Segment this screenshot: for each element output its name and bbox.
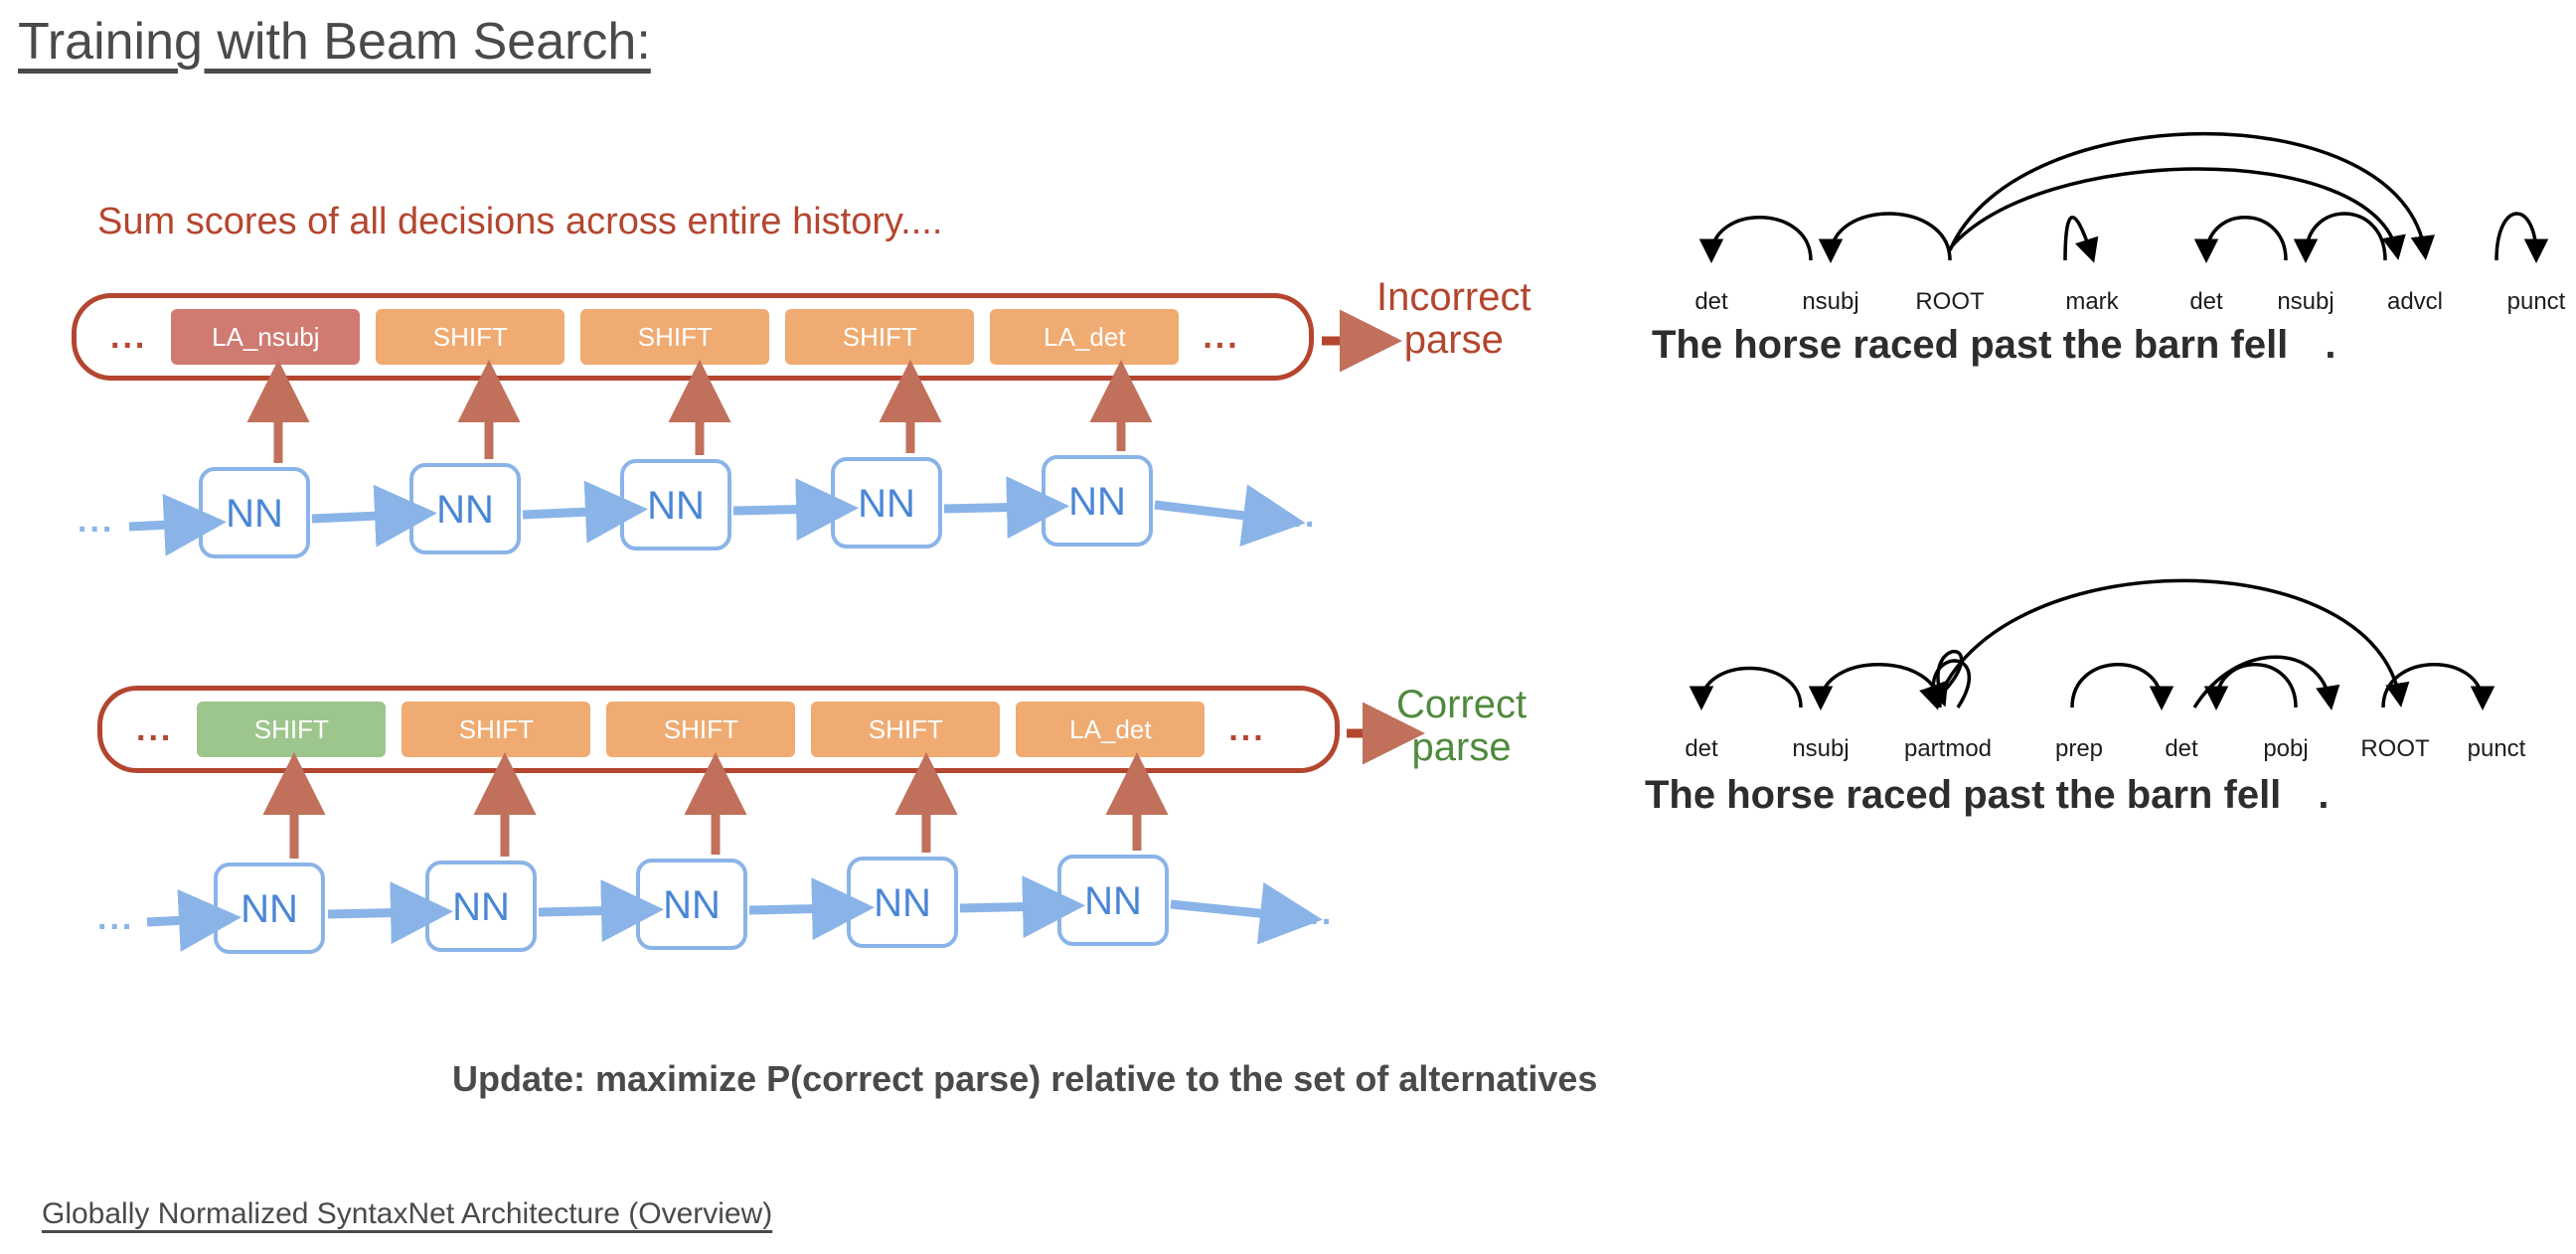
dep-label: nsubj xyxy=(2277,288,2334,315)
footer-title: Globally Normalized SyntaxNet Architecture (Overview) xyxy=(42,1197,773,1230)
dep-label: ROOT xyxy=(1915,288,1985,315)
sum-scores-caption: Sum scores of all decisions across entire history.... xyxy=(97,201,943,242)
nn-node[interactable]: NN xyxy=(409,463,521,554)
dep-sentence xyxy=(1652,323,2336,368)
beam-trailing-ellipsis: ... xyxy=(1228,709,1266,748)
nn-node[interactable]: NN xyxy=(1057,855,1169,946)
dep-label: det xyxy=(1694,288,1728,315)
dep-word: raced xyxy=(1846,773,1953,817)
dep-label: det xyxy=(1685,735,1718,762)
dep-label: nsubj xyxy=(1802,288,1859,315)
action-chip[interactable]: SHIFT xyxy=(580,309,769,365)
nn-node[interactable]: NN xyxy=(831,457,942,549)
dep-word: The xyxy=(1652,323,1723,367)
nn-node[interactable]: NN xyxy=(214,862,325,954)
page-title: Training with Beam Search: xyxy=(18,13,651,71)
action-chip[interactable]: LA_det xyxy=(990,309,1179,365)
correct-parse-label-line1: Correct xyxy=(1396,683,1528,726)
action-chip[interactable]: LA_det xyxy=(1016,702,1205,757)
correct-parse-label xyxy=(1396,684,1527,769)
nn-trailing-ellipsis: ... xyxy=(1280,497,1318,535)
dep-word: fell xyxy=(2223,773,2282,817)
action-chip[interactable]: LA_nsubj xyxy=(171,309,360,365)
action-chip[interactable]: SHIFT xyxy=(811,702,1000,757)
nn-node[interactable]: NN xyxy=(425,861,537,952)
dep-label: advcl xyxy=(2386,288,2444,315)
dep-label: mark xyxy=(2065,288,2119,315)
dep-word: . xyxy=(2318,773,2330,817)
nn-node[interactable]: NN xyxy=(199,467,310,558)
dep-sentence xyxy=(1645,773,2330,818)
dep-word: past xyxy=(1963,773,2045,817)
dep-word: the xyxy=(2055,773,2116,817)
action-chip[interactable]: SHIFT xyxy=(785,309,974,365)
dep-word: horse xyxy=(1726,773,1836,817)
beam-leading-ellipsis: ... xyxy=(110,317,148,356)
action-chip[interactable]: SHIFT xyxy=(376,309,564,365)
action-chip[interactable]: SHIFT xyxy=(402,702,590,757)
dep-label: prep xyxy=(2054,735,2104,762)
dep-label: nsubj xyxy=(1792,735,1850,762)
dep-word: the xyxy=(2062,323,2123,367)
incorrect-parse-label-line2: parse xyxy=(1403,318,1504,363)
nn-node[interactable]: NN xyxy=(847,857,958,948)
incorrect-parse-label xyxy=(1376,276,1531,362)
beam-leading-ellipsis: ... xyxy=(136,709,174,748)
dep-label: ROOT xyxy=(2360,735,2430,762)
beam-row-correct xyxy=(97,686,1340,773)
nn-node[interactable]: NN xyxy=(620,459,731,550)
dep-word: barn xyxy=(2133,323,2220,367)
nn-trailing-ellipsis: ... xyxy=(1297,894,1335,932)
dep-label: punct xyxy=(2506,288,2566,315)
dep-label: det xyxy=(2189,288,2223,315)
nn-node[interactable]: NN xyxy=(1042,455,1153,547)
action-chip[interactable]: SHIFT xyxy=(606,702,795,757)
update-caption: Update: maximize P(correct parse) relative to the set of alternatives xyxy=(452,1058,1598,1099)
nn-leading-ellipsis: ... xyxy=(97,899,135,937)
beam-row-incorrect xyxy=(72,293,1314,381)
action-chip[interactable]: SHIFT xyxy=(197,702,386,757)
dep-word: horse xyxy=(1733,323,1843,367)
dep-word: The xyxy=(1645,773,1716,817)
nn-node[interactable]: NN xyxy=(636,859,747,950)
incorrect-parse-label-line1: Incorrect xyxy=(1376,275,1531,319)
dep-label: partmod xyxy=(1903,735,1993,762)
dep-label: pobj xyxy=(2263,735,2309,762)
dep-word: raced xyxy=(1852,323,1960,367)
dep-word: . xyxy=(2325,323,2336,367)
nn-leading-ellipsis: ... xyxy=(78,502,115,540)
dep-word: barn xyxy=(2126,773,2213,817)
dep-word: past xyxy=(1970,323,2052,367)
dep-word: fell xyxy=(2230,323,2289,367)
dep-label: det xyxy=(2165,735,2198,762)
beam-trailing-ellipsis: ... xyxy=(1203,317,1240,356)
dep-label: punct xyxy=(2467,735,2526,762)
correct-parse-label-line2: parse xyxy=(1411,725,1512,770)
